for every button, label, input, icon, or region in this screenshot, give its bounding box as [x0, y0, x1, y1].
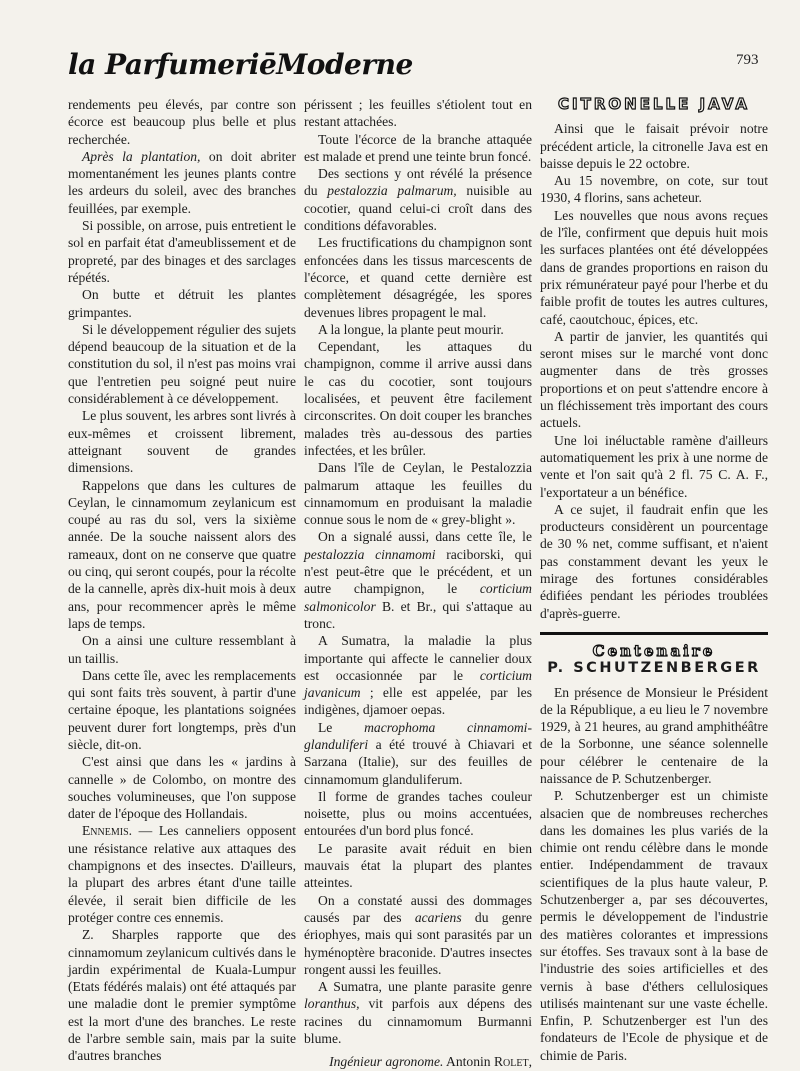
text: On a constaté aussi des dommages causés par des: [304, 892, 532, 925]
column-middle: [304, 96, 532, 1071]
text: a été trouvé à Chiavari et Sarzana (Italie), sur des feuilles de cinnamomum glanduliferum.: [304, 736, 532, 787]
text: raciborski, qui n'est peut-être que le précédent, et un autre champignon, le: [304, 546, 532, 597]
paragraph: Dans l'île de Ceylan, le Pestalozzia palmarum attaque les feuilles du cinnamomum en produisant la maladie connue sous le nom de « grey-blight ».: [304, 460, 532, 528]
italic-text: acariens: [414, 909, 462, 925]
paragraph: Une loi inéluctable ramène d'ailleurs automatiquement les prix à une norme de vente et l'on sait qu'à 2 fl. 75 C. A. F., l'exportateur a un bénéfice.: [540, 432, 768, 500]
paragraph: A ce sujet, il faudrait enfin que les producteurs considèrent un pourcentage de 30 % net, comme suffisant, et n'aient pas constamment devant les yeux le mirage des fortunes considérables édifiées pendant les périodes troublées d'après-guerre.: [540, 501, 768, 621]
paragraph: [304, 892, 532, 978]
text: ; elle est appelée, par les indigènes, djamoer oepas.: [304, 685, 532, 718]
paragraph: Si possible, on arrose, puis entretient le sol en parfait état d'ameublissement et de propreté, par des binages et des sarclages répétés.: [68, 218, 296, 285]
text: Le: [318, 719, 365, 735]
text: On a signalé aussi, dans cette île, le: [318, 529, 532, 545]
paragraph: Le plus souvent, les arbres sont livrés à eux-mêmes et croissent librement, atteignant souvent de grandes dimensions.: [68, 408, 296, 476]
paragraph: Au 15 novembre, on cote, sur tout 1930, 4 florins, sans acheteur.: [540, 173, 768, 206]
text: A Sumatra, une plante parasite genre: [318, 979, 532, 995]
text: vit parfois aux dépens des racines du cinnamomum Burmanni blume.: [304, 996, 532, 1047]
column-left: [68, 96, 296, 1065]
paragraph: [68, 148, 296, 217]
paragraph: périssent ; les feuilles s'étiolent tout en restant attachées.: [304, 97, 532, 130]
paragraph: rendements peu élevés, par contre son écorce est beaucoup plus belle et plus recherchée.: [68, 97, 296, 147]
paragraph: [68, 822, 296, 926]
italic-text: pestalozzia palmarum,: [327, 183, 457, 199]
column-right: [540, 94, 768, 1064]
paragraph: [304, 165, 532, 234]
italic-text: pestalozzia cinnamomi: [304, 546, 436, 562]
paragraph: A partir de janvier, les quantités qui seront mises sur le marché vont donc augmenter dans de très grosses proportions et on peut s'attendre encore à un fléchissement très important des cours actuels.: [540, 328, 768, 431]
section-divider: [540, 632, 768, 635]
paragraph: Les nouvelles que nous avons reçues de l'île, confirment que depuis huit mois les surfaces plantées ont été développées dans de grandes proportions en raison du prix rémunérateur payé pour l'herbe et du faible profit de toutes les autres cultures, café, caoutchouc, épices, etc.: [540, 207, 768, 327]
author-signature: [304, 1053, 532, 1070]
paragraph: Il forme de grandes taches couleur noisette, plus ou moins accentuées, entourées d'un bord plus foncé.: [304, 788, 532, 839]
paragraph: Dans cette île, avec les remplacements qui sont faits très souvent, à partir d'une certaine époque, les plantations soignées peuvent durer fort longtemps, près d'un siècle, dit-on.: [68, 667, 296, 752]
paragraph: P. Schutzenberger est un chimiste alsacien que de nombreuses recherches dans les domaines les plus variés de la chimie ont rendu célèbre dans le monde entier. Indépendamment de travaux scientifiques de la plus haute valeur, P. Schutzenberger a, par ses découvertes, permis le développement de l'industrie des matières colorantes et impressions sur étoffes. Ses travaux sont à la base de l'industrie des soies artificielles et des vernis à base d'éthers cellulosiques utilisés maintenant sur une vaste échelle. Enfin, P. Schutzenberger est l'un des fondateurs de l'Ecole de physique et de chimie de Paris.: [540, 788, 768, 1063]
italic-text: corticium javanicum: [304, 667, 532, 701]
paragraph: Toute l'écorce de la branche attaquée est malade et prend une teinte brun foncé.: [304, 131, 532, 164]
paragraph: [304, 528, 532, 632]
italic-text: loranthus,: [304, 996, 360, 1012]
italic-text: Après la plantation,: [82, 148, 201, 164]
italic-text: macrophoma cinnamomi-glanduliferi: [304, 719, 532, 752]
paragraph: [304, 978, 532, 1047]
section-title-schutzenberger: P. SCHUTZENBERGER: [547, 660, 761, 677]
paragraph: Rappelons que dans les cultures de Ceylan, le cinnamomum zeylanicum est coupé au ras du sol, vers la sixième année. De la souche naissent alors des rameaux, dont on ne conserve que quatre ou cinq, qui seront coupés, pour la récolte de la cannelle, après dix-huit mois à deux ans, pour recommencer après le même laps de temps.: [68, 477, 296, 631]
text: du genre ériophyes, mais qui sont parasités par un hyménoptère braconide. D'autres insectes rongent aussi les feuilles.: [304, 909, 532, 977]
text: B. et Br., qui s'attaque au tronc.: [304, 598, 532, 631]
masthead-logo: la ParfumeriēModerne: [68, 48, 413, 81]
paragraph: [304, 632, 532, 718]
author-title: Ingénieur agronome.: [329, 1054, 444, 1070]
text: on doit abriter momentanément les jeunes plants contre les ardeurs du soleil, avec des branches feuillées, par exemple.: [68, 148, 296, 216]
paragraph: Si le développement régulier des sujets dépend beaucoup de la situation et de la constitution du sol, il n'est pas moins vrai que l'entretien peu soigné peut nuire considérablement à ce développement.: [68, 321, 296, 407]
paragraph: [304, 719, 532, 788]
author-surname: Rolet,: [493, 1054, 532, 1070]
paragraph: Z. Sharples rapporte que des cinnamomum zeylanicum cultivés dans le jardin expérimental de Kuala-Lumpur (Etats fédérés malais) ont été attaqués par une maladie dont le premier symptôme est la mort d'une des branches. Le reste de l'arbre semble sain, mais par la suite d'autres branches: [68, 927, 297, 1064]
section-title-centenaire: [540, 643, 768, 660]
paragraph: Le parasite avait réduit en bien mauvais état la plupart des plantes atteintes.: [304, 840, 532, 891]
text: — Les canneliers opposent une résistance relative aux attaques des champignons et des insectes. D'ailleurs, la plupart des arbres étant d'une taille élevée, il serait bien difficile de les protéger contre ces ennemis.: [68, 823, 296, 925]
italic-text: corticium salmonicolor: [304, 581, 532, 614]
section-title-citronelle: [540, 96, 768, 114]
section-lead: Ennemis.: [82, 823, 133, 839]
text: nuisible au cocotier, quand celui-ci croît dans des conditions défavorables.: [304, 183, 532, 234]
author-name: Antonin: [443, 1054, 494, 1070]
title-text: Centenaire: [592, 641, 716, 660]
paragraph: En présence de Monsieur le Président de la République, a eu lieu le 7 novembre 1929, à 21 heures, au grand amphithéâtre de la Sorbonne, une séance solennelle pour célébrer le centenaire de la naissance de P. Schutzenberger.: [540, 684, 768, 786]
paragraph: On butte et détruit les plantes grimpantes.: [68, 287, 296, 320]
paragraph: Ainsi que le faisait prévoir notre précédent article, la citronelle Java est en baisse depuis le 22 octobre.: [540, 121, 768, 171]
page-number: 793: [736, 52, 759, 68]
paragraph: A la longue, la plante peut mourir.: [318, 321, 504, 337]
paragraph: On a ainsi une culture ressemblant à un taillis.: [68, 633, 296, 666]
text: Des sections y ont révélé la présence du: [304, 166, 532, 199]
paragraph: Cependant, les attaques du champignon, comme il arrive aussi dans le cas du cocotier, sont toujours localisées, et peuvent être facilement circonscrites. On doit couper les branches malades très au-dessous des parties infectées, et les brûler.: [304, 339, 532, 458]
title-text: CITRONELLE JAVA: [558, 95, 750, 113]
paragraph: C'est ainsi que dans les « jardins à cannelle » de Colombo, on montre des souches volumineuses, que l'on suppose dater de l'époque des Hollandais.: [68, 754, 296, 822]
text: A Sumatra, la maladie la plus importante qui affecte le cannelier doux est occasionnée par le: [304, 633, 532, 683]
paragraph: Les fructifications du champignon sont enfoncées dans les tissus marcescents de l'écorce, et quand cette dernière est complètement désagrégée, les spores devenues libres propagent le mal.: [304, 235, 532, 320]
